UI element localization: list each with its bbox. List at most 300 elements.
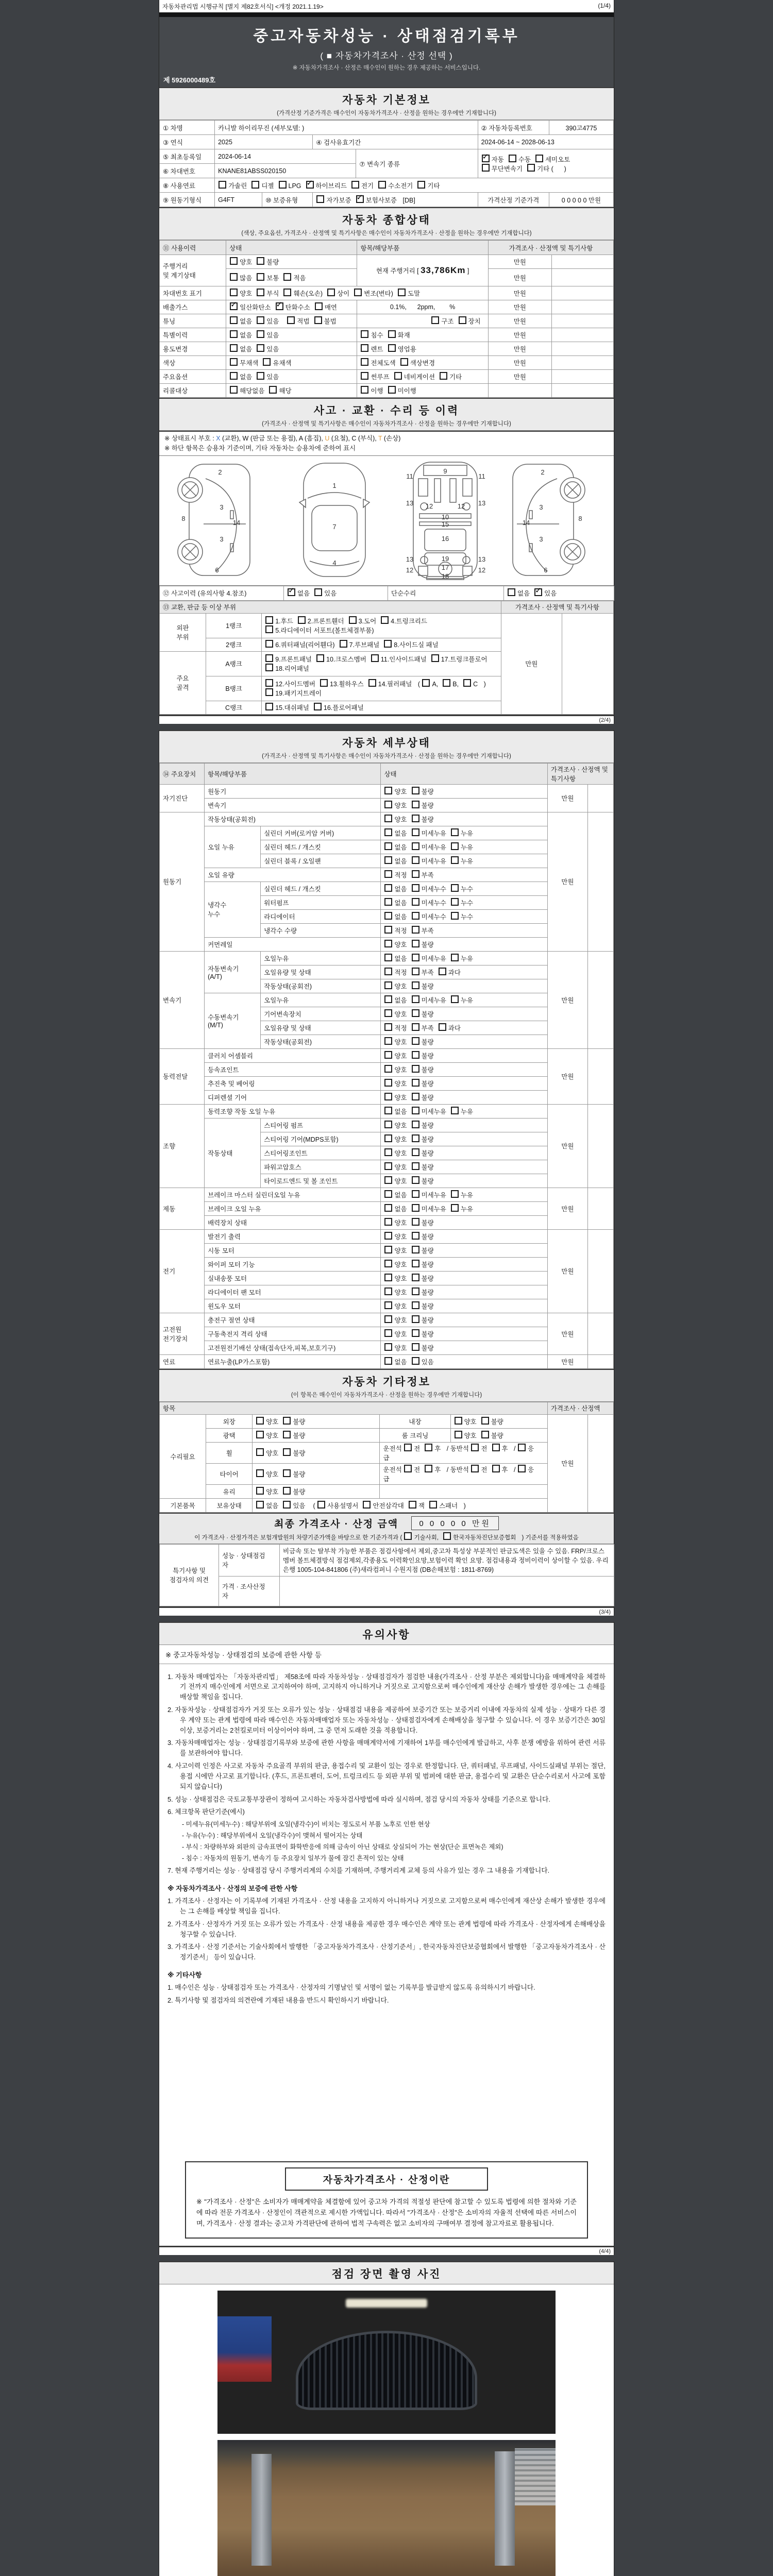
checkbox[interactable]: [384, 995, 392, 1003]
cell: [547, 784, 587, 812]
checkbox[interactable]: [257, 372, 264, 380]
cell: [547, 1188, 587, 1229]
checkbox[interactable]: [384, 1023, 392, 1031]
checkbox-label: 없음: [394, 996, 407, 1004]
checkbox[interactable]: [384, 1093, 392, 1100]
text: 워터펌프: [264, 899, 289, 907]
checkbox[interactable]: [412, 1301, 419, 1309]
notice-item: 2. 특기사항 및 점검자의 의견란에 기재된 내용을 반드시 확인하시기 바랍니다.: [167, 1996, 389, 2004]
checkbox[interactable]: [482, 155, 490, 162]
checkbox[interactable]: [412, 1357, 419, 1365]
checkbox[interactable]: [451, 995, 459, 1003]
checkbox-label: LPG: [288, 182, 301, 190]
checkbox[interactable]: [412, 1107, 419, 1114]
checkbox[interactable]: [404, 1532, 412, 1540]
checkbox[interactable]: [412, 1274, 419, 1281]
checkbox[interactable]: [384, 1107, 392, 1114]
checkbox-label: 누유: [460, 1191, 474, 1199]
checkbox[interactable]: [256, 1487, 264, 1495]
checkbox[interactable]: [412, 1079, 419, 1087]
checkbox[interactable]: [508, 588, 515, 596]
checkbox[interactable]: [384, 1301, 392, 1309]
checkbox[interactable]: [412, 968, 419, 975]
checkbox[interactable]: [314, 703, 322, 710]
checkbox[interactable]: [463, 679, 471, 687]
checkbox[interactable]: [257, 257, 264, 265]
checkbox[interactable]: [400, 358, 408, 366]
text: 조향: [163, 1143, 176, 1150]
checkbox-label: 4.트렁크리드: [391, 618, 427, 625]
checkbox[interactable]: [429, 1501, 437, 1509]
checkbox-label: 사용설명서: [327, 1502, 359, 1510]
checkbox[interactable]: [455, 1417, 462, 1425]
cell: [206, 1414, 253, 1428]
checkbox-label: 불량: [421, 1080, 434, 1088]
checkbox[interactable]: [425, 1444, 432, 1451]
checkbox[interactable]: [384, 640, 392, 648]
checkbox[interactable]: [317, 1501, 325, 1509]
checkbox[interactable]: [314, 588, 322, 596]
checkbox[interactable]: [451, 842, 459, 850]
text: 단순수리: [391, 590, 416, 597]
checkbox-label: 없음: [297, 590, 310, 597]
checkbox[interactable]: [412, 1065, 419, 1073]
checkbox[interactable]: [349, 616, 357, 624]
cell: [381, 993, 547, 1007]
checkbox[interactable]: [354, 289, 362, 296]
checkbox-label: 14.필러패널: [378, 681, 412, 688]
checkbox[interactable]: [451, 856, 459, 864]
checkbox[interactable]: [316, 654, 324, 662]
checkbox[interactable]: [412, 1329, 419, 1337]
checkbox[interactable]: [431, 654, 439, 662]
checkbox[interactable]: [256, 1469, 264, 1477]
checkbox[interactable]: [451, 898, 459, 906]
checkbox[interactable]: [412, 828, 419, 836]
checkbox[interactable]: [257, 289, 264, 296]
checkbox[interactable]: [265, 679, 273, 687]
checkbox[interactable]: [361, 358, 368, 366]
checkbox[interactable]: [431, 316, 439, 324]
checkbox-label: 3.도어: [358, 618, 377, 625]
checkbox[interactable]: [412, 954, 419, 961]
checkbox[interactable]: [384, 801, 392, 808]
checkbox[interactable]: [422, 679, 430, 687]
checkbox[interactable]: [283, 1501, 291, 1509]
cell: [549, 121, 613, 135]
checkbox[interactable]: [384, 1121, 392, 1128]
cell: [551, 342, 613, 356]
checkbox[interactable]: [230, 257, 238, 265]
checkbox[interactable]: [265, 654, 273, 662]
checkbox[interactable]: [269, 386, 277, 394]
cell: [381, 909, 547, 923]
checkbox[interactable]: [412, 1023, 419, 1031]
checkbox[interactable]: [265, 688, 273, 696]
checkbox[interactable]: [412, 1051, 419, 1059]
checkbox[interactable]: [384, 940, 392, 947]
text: 원동기: [208, 788, 227, 795]
checkbox[interactable]: [384, 912, 392, 920]
checkbox[interactable]: [412, 1232, 419, 1240]
cell: [381, 854, 547, 868]
checkbox[interactable]: [439, 1023, 446, 1031]
cell: [313, 193, 478, 207]
checkbox[interactable]: [451, 1204, 459, 1212]
checkbox[interactable]: [257, 316, 264, 324]
checkbox[interactable]: [384, 1065, 392, 1073]
checkbox[interactable]: [412, 940, 419, 947]
checkbox[interactable]: [298, 616, 306, 624]
checkbox[interactable]: [283, 1448, 291, 1456]
text: 2024-06-14 ~ 2028-06-13: [481, 138, 554, 146]
checkbox[interactable]: [412, 1162, 419, 1170]
legend-part: A: [298, 435, 303, 442]
checkbox-label: 유채색: [273, 360, 292, 367]
checkbox[interactable]: [384, 1260, 392, 1267]
text: 작동상태(공회전): [208, 816, 256, 823]
checkbox[interactable]: [230, 316, 238, 324]
checkbox[interactable]: [361, 330, 368, 338]
cell: [488, 328, 551, 342]
checkbox[interactable]: [384, 787, 392, 794]
notice-section-title: ※ 기타사항: [167, 1971, 202, 1979]
checkbox[interactable]: [384, 1357, 392, 1365]
checkbox[interactable]: [451, 1107, 459, 1114]
checkbox-label: 과다: [448, 969, 461, 976]
checkbox[interactable]: [230, 386, 238, 394]
checkbox[interactable]: [412, 856, 419, 864]
checkbox[interactable]: [230, 273, 238, 281]
checkbox[interactable]: [451, 1190, 459, 1198]
checkbox-label: 없음: [240, 318, 253, 325]
checkbox-label: 불량: [421, 1275, 434, 1282]
text: 자기진단: [163, 795, 188, 802]
checkbox[interactable]: [384, 884, 392, 892]
checkbox[interactable]: [417, 181, 425, 189]
checkbox[interactable]: [384, 1079, 392, 1087]
checkbox[interactable]: [412, 884, 419, 892]
text: 만원: [561, 1268, 574, 1275]
diagram-panel-number: 8: [181, 514, 186, 522]
checkbox[interactable]: [412, 981, 419, 989]
checkbox[interactable]: [481, 1417, 489, 1425]
cell: [313, 135, 478, 149]
checkbox[interactable]: [263, 358, 271, 366]
checkbox[interactable]: [384, 1246, 392, 1253]
cell: [206, 1442, 253, 1463]
text: 가격 · 조사산정: [222, 1583, 265, 1590]
checkbox[interactable]: [384, 1204, 392, 1212]
checkbox[interactable]: [356, 195, 364, 203]
checkbox[interactable]: [471, 1444, 479, 1451]
cell: [381, 812, 547, 826]
text: 수동변속기: [208, 1014, 239, 1021]
text: ⑫ 사고이력 (유의사항 4.참조): [163, 590, 247, 597]
checkbox[interactable]: [518, 1444, 526, 1451]
checkbox[interactable]: [471, 1465, 479, 1472]
checkbox[interactable]: [265, 640, 273, 648]
checkbox[interactable]: [327, 289, 335, 296]
checkbox[interactable]: [320, 679, 328, 687]
checkbox[interactable]: [404, 1465, 412, 1472]
checkbox[interactable]: [388, 330, 396, 338]
checkbox-label: 15.대쉬패널: [275, 704, 309, 711]
checkbox[interactable]: [256, 1417, 264, 1425]
text: ④ 검사유효기간: [316, 139, 361, 146]
checkbox[interactable]: [265, 703, 273, 710]
checkbox[interactable]: [412, 1134, 419, 1142]
checkbox[interactable]: [451, 912, 459, 920]
text: 주행거리: [163, 263, 188, 270]
checkbox[interactable]: [283, 273, 291, 281]
text: 항목/해당부품: [360, 244, 400, 252]
checkbox[interactable]: [404, 1444, 412, 1451]
checkbox[interactable]: [455, 1431, 462, 1438]
checkbox-label: 불량: [421, 1122, 434, 1129]
checkbox[interactable]: [443, 1532, 451, 1540]
checkbox[interactable]: [384, 954, 392, 961]
checkbox[interactable]: [384, 1232, 392, 1240]
checkbox[interactable]: [412, 912, 419, 920]
checkbox[interactable]: [384, 1162, 392, 1170]
cell: [226, 384, 357, 398]
checkbox[interactable]: [384, 1218, 392, 1226]
checkbox[interactable]: [384, 842, 392, 850]
checkbox[interactable]: [412, 1009, 419, 1017]
checkbox[interactable]: [384, 968, 392, 975]
checkbox[interactable]: [527, 164, 535, 172]
checkbox[interactable]: [518, 1465, 526, 1472]
cell: [205, 1327, 381, 1341]
checkbox[interactable]: [283, 1469, 291, 1477]
checkbox[interactable]: [451, 884, 459, 892]
checkbox[interactable]: [412, 801, 419, 808]
checkbox[interactable]: [265, 616, 273, 624]
cell: [551, 314, 613, 328]
checkbox[interactable]: [265, 664, 273, 671]
checkbox[interactable]: [316, 195, 324, 203]
checkbox[interactable]: [384, 1287, 392, 1295]
checkbox[interactable]: [256, 1501, 264, 1509]
checkbox[interactable]: [409, 1501, 416, 1509]
checkbox[interactable]: [412, 815, 419, 822]
checkbox[interactable]: [451, 828, 459, 836]
checkbox[interactable]: [534, 588, 542, 596]
checkbox[interactable]: [306, 181, 314, 189]
checkbox[interactable]: [384, 1176, 392, 1184]
cell: [205, 868, 381, 882]
checkbox[interactable]: [439, 968, 446, 975]
checkbox[interactable]: [230, 344, 238, 352]
checkbox[interactable]: [230, 289, 238, 296]
checkbox[interactable]: [412, 1218, 419, 1226]
checkbox[interactable]: [265, 625, 273, 633]
checkbox-label: 양호: [464, 1418, 477, 1426]
checkbox[interactable]: [412, 926, 419, 934]
checkbox[interactable]: [384, 870, 392, 878]
checkbox[interactable]: [283, 1487, 291, 1495]
checkbox[interactable]: [412, 1246, 419, 1253]
cell: [381, 1174, 547, 1188]
checkbox[interactable]: [384, 1315, 392, 1323]
checkbox-label: 안전삼각대: [373, 1502, 404, 1510]
text: / 동반석: [445, 1445, 471, 1452]
checkbox[interactable]: [388, 386, 396, 394]
checkbox[interactable]: [361, 344, 368, 352]
cell: [261, 1035, 381, 1048]
checkbox[interactable]: [287, 316, 295, 324]
checkbox[interactable]: [230, 372, 238, 380]
text: 시동 모터: [208, 1247, 234, 1255]
checkbox[interactable]: [412, 870, 419, 878]
cell: [587, 1188, 613, 1229]
checkbox[interactable]: [314, 316, 322, 324]
checkbox-label: 양호: [464, 1432, 477, 1439]
text: G4FT: [218, 196, 235, 204]
checkbox[interactable]: [257, 344, 264, 352]
checkbox[interactable]: [279, 181, 287, 189]
checkbox[interactable]: [315, 302, 323, 310]
checkbox[interactable]: [384, 1009, 392, 1017]
checkbox[interactable]: [412, 995, 419, 1003]
checkbox-label: 불량: [491, 1432, 503, 1439]
checkbox[interactable]: [257, 273, 264, 281]
checkbox[interactable]: [384, 926, 392, 934]
checkbox[interactable]: [398, 289, 406, 296]
checkbox-label: A,: [432, 681, 439, 688]
checkbox[interactable]: [412, 1093, 419, 1100]
text: 자: [222, 1592, 229, 1600]
checkbox[interactable]: [371, 654, 379, 662]
checkbox[interactable]: [425, 1465, 432, 1472]
text: 동력조향 작동 오일 누유: [208, 1108, 276, 1115]
legend-codes: [164, 434, 609, 444]
text: 만원: [513, 374, 526, 381]
checkbox[interactable]: [230, 358, 238, 366]
checkbox[interactable]: [368, 679, 376, 687]
cell: [380, 1484, 547, 1498]
checkbox[interactable]: [381, 616, 389, 624]
checkbox[interactable]: [384, 1148, 392, 1156]
checkbox[interactable]: [288, 588, 295, 596]
checkbox[interactable]: [384, 1329, 392, 1337]
checkbox[interactable]: [363, 1501, 371, 1509]
text: 작동상태(공회전): [264, 982, 312, 990]
checkbox[interactable]: [384, 815, 392, 822]
checkbox-label: 양호: [394, 1344, 407, 1352]
checkbox[interactable]: [451, 954, 459, 961]
cell: [226, 370, 357, 384]
checkbox[interactable]: [412, 1190, 419, 1198]
checkbox[interactable]: [412, 1315, 419, 1323]
checkbox[interactable]: [361, 372, 368, 380]
cell: [587, 812, 613, 951]
checkbox[interactable]: [230, 302, 238, 310]
checkbox[interactable]: [459, 316, 466, 324]
checkbox-label: 없음: [394, 1191, 407, 1199]
checkbox-label: 양호: [266, 1449, 279, 1457]
checkbox[interactable]: [388, 344, 396, 352]
checkbox[interactable]: [283, 1417, 291, 1425]
checkbox[interactable]: [509, 155, 516, 162]
cell: [381, 1313, 547, 1327]
checkbox[interactable]: [412, 787, 419, 794]
checkbox[interactable]: [257, 330, 264, 338]
checkbox[interactable]: [384, 1134, 392, 1142]
checkbox[interactable]: [384, 1037, 392, 1045]
checkbox[interactable]: [412, 1287, 419, 1295]
checkbox[interactable]: [481, 1431, 489, 1438]
text: 가격조사 · 산정액 및 특기사항: [515, 604, 599, 611]
checkbox[interactable]: [378, 181, 386, 189]
checkbox-label: 없음: [394, 829, 407, 837]
checkbox[interactable]: [384, 856, 392, 864]
checkbox[interactable]: [384, 1343, 392, 1351]
checkbox-label: 양호: [394, 1330, 407, 1338]
checkbox[interactable]: [384, 1190, 392, 1198]
checkbox[interactable]: [412, 1343, 419, 1351]
cell: [261, 979, 381, 993]
checkbox[interactable]: [440, 372, 447, 380]
checkbox[interactable]: [256, 1431, 264, 1438]
checkbox[interactable]: [412, 1037, 419, 1045]
cell: [205, 1188, 381, 1201]
checkbox[interactable]: [535, 155, 543, 162]
checkbox[interactable]: [412, 1204, 419, 1212]
checkbox[interactable]: [351, 181, 359, 189]
diagram-panel-number: 3: [539, 535, 543, 543]
checkbox[interactable]: [219, 181, 226, 189]
checkbox[interactable]: [384, 898, 392, 906]
checkbox[interactable]: [251, 181, 259, 189]
checkbox[interactable]: [361, 386, 368, 394]
checkbox[interactable]: [384, 828, 392, 836]
checkbox[interactable]: [276, 302, 283, 310]
checkbox[interactable]: [412, 1148, 419, 1156]
checkbox[interactable]: [412, 898, 419, 906]
regulation-text: 자동차관리법 시행규칙 [별지 제82호서식] <개정 2021.1.19>: [162, 3, 324, 10]
text: 누수: [208, 911, 221, 918]
checkbox[interactable]: [384, 1051, 392, 1059]
report-page-3: [159, 1622, 614, 2255]
checkbox[interactable]: [230, 330, 238, 338]
checkbox[interactable]: [340, 640, 347, 648]
checkbox[interactable]: [384, 981, 392, 989]
acc1-table: [159, 586, 614, 601]
checkbox[interactable]: [256, 1448, 264, 1456]
checkbox[interactable]: [412, 1260, 419, 1267]
checkbox[interactable]: [283, 289, 291, 296]
checkbox-label: 세미오토: [545, 156, 570, 163]
checkbox[interactable]: [394, 372, 402, 380]
cell: [381, 882, 547, 895]
checkbox[interactable]: [492, 1465, 500, 1472]
cell: [205, 812, 381, 826]
text: 라디에이터 팬 모터: [208, 1289, 261, 1296]
checkbox-label: 누유: [460, 955, 474, 962]
checkbox[interactable]: [283, 1431, 291, 1438]
checkbox-label: 불량: [421, 802, 434, 809]
checkbox[interactable]: [482, 164, 490, 172]
checkbox[interactable]: [412, 842, 419, 850]
checkbox-label: 후: [501, 1445, 508, 1452]
checkbox[interactable]: [412, 1176, 419, 1184]
checkbox[interactable]: [384, 1274, 392, 1281]
checkbox[interactable]: [492, 1444, 500, 1451]
checkbox[interactable]: [412, 1121, 419, 1128]
checkbox[interactable]: [443, 679, 450, 687]
